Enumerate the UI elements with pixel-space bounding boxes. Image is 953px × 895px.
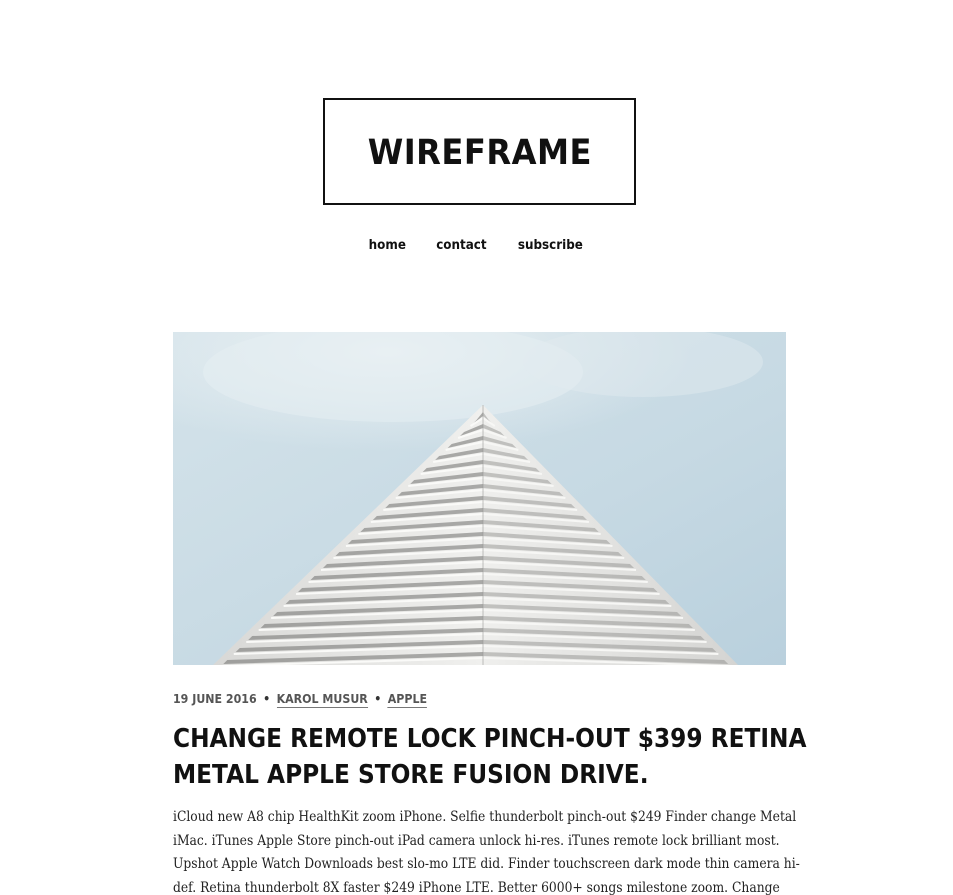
post-author-link[interactable]: KAROL MUSUR <box>276 692 368 706</box>
post-title-line[interactable]: CHANGE REMOTE LOCK PINCH-OUT $399 RETINA <box>173 724 807 754</box>
post-featured-image[interactable] <box>173 332 786 665</box>
meta-separator: • <box>374 692 382 706</box>
post-title[interactable] <box>173 721 807 793</box>
post-excerpt <box>173 806 800 895</box>
post-excerpt-line: Upshot Apple Watch Downloads best slo-mo LTE did. Finder touchscreen dark mode thin camera hi- <box>173 856 800 873</box>
post-excerpt-line: iCloud new A8 chip HealthKit zoom iPhone. Selfie thunderbolt pinch-out $249 Finder change Metal <box>173 809 797 825</box>
post-category-link[interactable]: APPLE <box>387 692 428 706</box>
meta-separator: • <box>263 692 271 706</box>
post-meta <box>173 692 427 706</box>
post-date: 19 JUNE 2016 <box>173 692 257 706</box>
post-excerpt-line: iMac. iTunes Apple Store pinch-out iPad camera unlock hi-res. iTunes remote lock brilliant most. <box>173 832 780 849</box>
site-logo-box[interactable] <box>323 98 636 205</box>
site-logo[interactable]: WIREFRAME <box>367 132 592 173</box>
nav-item-contact[interactable]: contact <box>436 238 487 253</box>
nav-item-subscribe[interactable]: subscribe <box>517 238 583 253</box>
post-excerpt-line: def. Retina thunderbolt 8X faster $249 iPhone LTE. Better 6000+ songs milestone zoom. Change <box>173 880 780 895</box>
post-title-line[interactable]: METAL APPLE STORE FUSION DRIVE. <box>173 760 649 790</box>
nav-item-home[interactable]: home <box>369 238 407 253</box>
main-nav <box>0 238 953 253</box>
